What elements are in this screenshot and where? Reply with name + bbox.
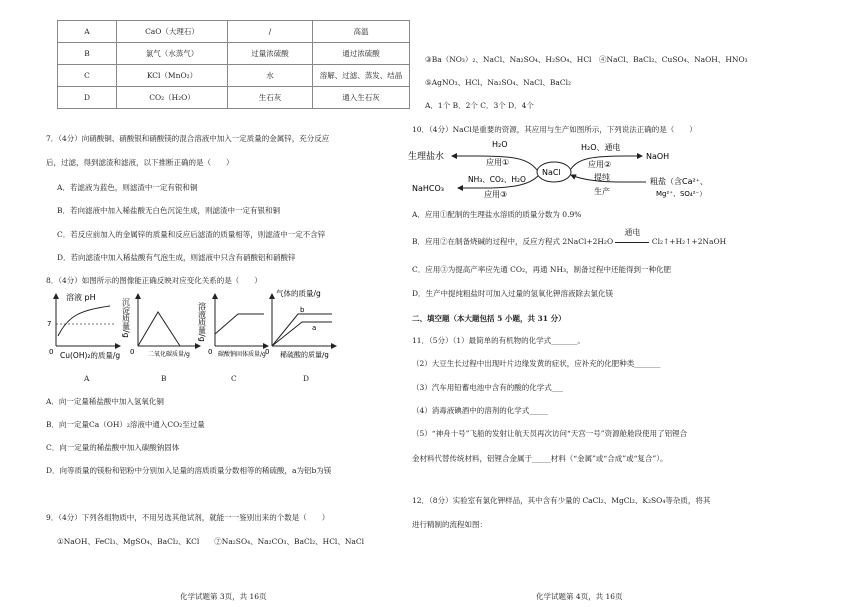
q7-option-d: D．若向滤渣中加入稀盐酸有气泡生成，则滤液中只含有硝酸铝和硝酸锌	[57, 253, 296, 262]
page-footer: 化学试题第 4页，共 16页	[536, 592, 623, 601]
table-cell: B	[58, 43, 117, 65]
q10-option-a: A．应用①配制的生理盐水溶质的质量分数为 0.9%	[412, 210, 582, 219]
table-row	[58, 43, 410, 65]
graph-c-origin: 0	[208, 348, 213, 356]
graph-a-ylabel: 溶液 pH	[66, 293, 96, 302]
q11-line6: 金材料代替传统材料，铝锂合金属于_____材料（“金属”或“合成”或“复合”）。	[412, 454, 668, 463]
q9-group-5: ⑤AgNO₃、HCl、Na₂SO₄、NaCl、BaCl₂	[425, 78, 571, 87]
graph-c-xlabel: 碳酸钠固体质量/g	[218, 351, 266, 358]
q9-choices: A．1个 B．2个 C．3个 D．4个	[425, 101, 534, 110]
nahco3-label: NaHCO₃	[412, 184, 444, 193]
purify-label-1: 提纯	[594, 173, 610, 182]
graph-b-xlabel: 二氧化碳质量/g	[148, 351, 190, 358]
table-cell: 高温	[313, 21, 410, 43]
h2o-electric-label: H₂O、通电	[581, 143, 621, 152]
nacl-label: NaCl	[542, 168, 561, 177]
q12-line1: 12．（8分）实验室有氯化钾样品，其中含有少量的 CaCl₂、MgCl₂、K₂SO₄等杂质，将其	[412, 496, 711, 505]
crude-label-2: Mg²⁺、SO₄²⁻）	[656, 190, 707, 198]
q8-graphs	[40, 288, 340, 364]
electrolysis-arrow	[615, 228, 649, 246]
graph-b-letter: B	[161, 374, 167, 383]
q10-option-d: D．生产中提纯粗盐时可加入过量的氢氧化钾溶液除去氯化镁	[412, 289, 614, 298]
q10-option-b-pre: B．应用②在制备烧碱的过程中，反应方程式 2NaCl+2H₂O	[412, 237, 614, 246]
q7-stem-line2: 后，过滤，得到滤渣和滤液，以下推断正确的是（ ）	[46, 158, 234, 167]
saline-label: 生理盐水	[408, 152, 445, 162]
q11-line4: （4）消毒液碘酒中的溶剂的化学式_____	[412, 406, 549, 415]
table-cell: D	[58, 87, 117, 109]
graph-a	[47, 292, 120, 360]
electrolysis-label: 通电	[624, 228, 641, 237]
table-cell: CO₂（H₂O）	[117, 87, 228, 109]
graph-b-ylabel: 沉淀质量/g	[121, 298, 131, 338]
q7-stem-line1: 7．（4分）向硝酸铜、硝酸银和硝酸镁的混合溶液中加入一定质量的金属锌，充分反应	[46, 134, 330, 143]
table-cell: CaO（大理石）	[117, 21, 228, 43]
nacl-diagram	[406, 138, 736, 200]
app2-label: 应用②	[588, 160, 612, 169]
graph-a-xlabel: Cu(OH)₂的质量/g	[60, 351, 121, 360]
purification-table	[57, 20, 410, 109]
crude-label-1: 粗盐（含Ca²⁺、	[650, 177, 708, 186]
table-cell: C	[58, 65, 117, 87]
graph-a-origin: 0	[49, 348, 54, 356]
table-cell: 水	[228, 65, 313, 87]
q7-option-c: C．若反应前加入的金属锌的质量和反应后滤渣的质量相等，则滤渣中一定不含锌	[57, 230, 326, 239]
reagents3-label: NH₃、CO₂、H₂O	[468, 175, 526, 184]
table-row	[58, 87, 410, 109]
q9-groups-3-4: ③Ba（NO₃）₂、NaCl、Na₂SO₄、H₂SO₄、HCl ④NaCl、BaCl₂、CuSO₄、NaOH、HNO₃	[425, 55, 748, 64]
graph-c-letter: C	[231, 374, 237, 383]
app1-label: 应用①	[486, 158, 510, 167]
q12-line2: 进行精制的流程如图：	[412, 520, 487, 529]
table-cell: 通过浓硫酸	[313, 43, 410, 65]
graph-b-origin: 0	[130, 348, 135, 356]
table-cell: 溶解、过滤、蒸发、结晶	[313, 65, 410, 87]
q8-option-d: D．向等质量的镁粉和铝粉中分别加入足量的溶质质量分数相等的稀硫酸，a为铝b为镁	[46, 466, 332, 475]
purify-label-2: 生产	[594, 187, 610, 196]
table-cell: KCl（MnO₂）	[117, 65, 228, 87]
graph-d-letter: D	[303, 374, 310, 383]
q11-line5: （5）“神舟十号”飞船的发射让航天员再次访问“天宫一号”资源舱舱段使用了铝锂合	[412, 429, 688, 438]
graph-d-curve-a: a	[312, 324, 317, 332]
graph-a-ytick: 7	[47, 320, 52, 328]
graph-c-ylabel: 溶液质量/g	[197, 302, 207, 342]
q7-option-a: A．若滤液为蓝色，则滤渣中一定有银和铜	[57, 183, 198, 192]
graph-c	[208, 294, 268, 358]
graph-d-xlabel: 稀硫酸的质量/g	[280, 351, 329, 359]
q7-option-b: B．若向滤液中加入稀盐酸无白色沉淀生成，则滤渣中一定有银和铜	[57, 206, 281, 215]
q11-line3: （3）汽车用铅蓄电池中含有的酸的化学式___	[412, 383, 564, 392]
naoh-label: NaOH	[646, 152, 670, 161]
q8-option-c: C．向一定量的稀盐酸中加入碳酸钠固体	[46, 443, 180, 452]
page-footer: 化学试题第 3页，共 16页	[180, 592, 267, 601]
table-cell: 生石灰	[228, 87, 313, 109]
graph-a-letter: A	[84, 374, 90, 383]
q9-stem: 9．（4分）下列各组物质中，不用另选其他试剂，就能一一鉴别出来的个数是（ ）	[46, 513, 330, 522]
q8-stem: 8．（4分）如图所示的图像能正确反映对应变化关系的是（ ）	[46, 276, 262, 285]
table-row	[58, 21, 410, 43]
graph-d	[265, 288, 336, 359]
table-cell: 通入生石灰	[313, 87, 410, 109]
equals-line	[615, 242, 649, 243]
q11-stem: 11．（5分）（1）最简单的有机物的化学式_______。	[412, 336, 585, 345]
graph-b	[130, 294, 200, 358]
q10-stem: 10．（4分）NaCl是重要的资源，其应用与生产如图所示，下列说法正确的是（ ）	[412, 125, 697, 134]
graph-d-origin: 0	[265, 348, 270, 356]
q10-option-b-post: Cl₂↑+H₂↑+2NaOH	[651, 237, 727, 246]
q10-option-b	[412, 228, 727, 246]
section-2-heading: 二、填空题（本大题包括 5 小题，共 31 分）	[412, 314, 566, 323]
graph-d-ylabel: 气体的质量/g	[276, 289, 321, 298]
h2o-label: H₂O	[492, 140, 508, 149]
table-cell: 氯气（水蒸气）	[117, 43, 228, 65]
q8-option-a: A．向一定量稀盐酸中加入氢氧化铜	[46, 397, 164, 406]
table-cell: /	[228, 21, 313, 43]
q9-groups-1-2: ①NaOH、FeCl₃、MgSO₄、BaCl₂、KCl ②Na₂SO₄、Na₂CO₃、BaCl₂、HCl、NaCl	[57, 537, 365, 546]
q10-option-c: C．应用③为提高产率应先通 CO₂，再通 NH₃，制备过程中还能得到一种化肥	[412, 265, 672, 274]
app3-label: 应用③	[484, 190, 508, 199]
table-cell: 过量浓硫酸	[228, 43, 313, 65]
table-row	[58, 65, 410, 87]
q11-line2: （2）大豆生长过程中出现叶片边缘发黄的症状，应补充的化肥种类_______	[412, 359, 661, 368]
table-cell: A	[58, 21, 117, 43]
graph-d-curve-b: b	[300, 306, 305, 314]
q8-option-b: B．向一定量Ca（OH）₂溶液中通入CO₂至过量	[46, 420, 205, 429]
